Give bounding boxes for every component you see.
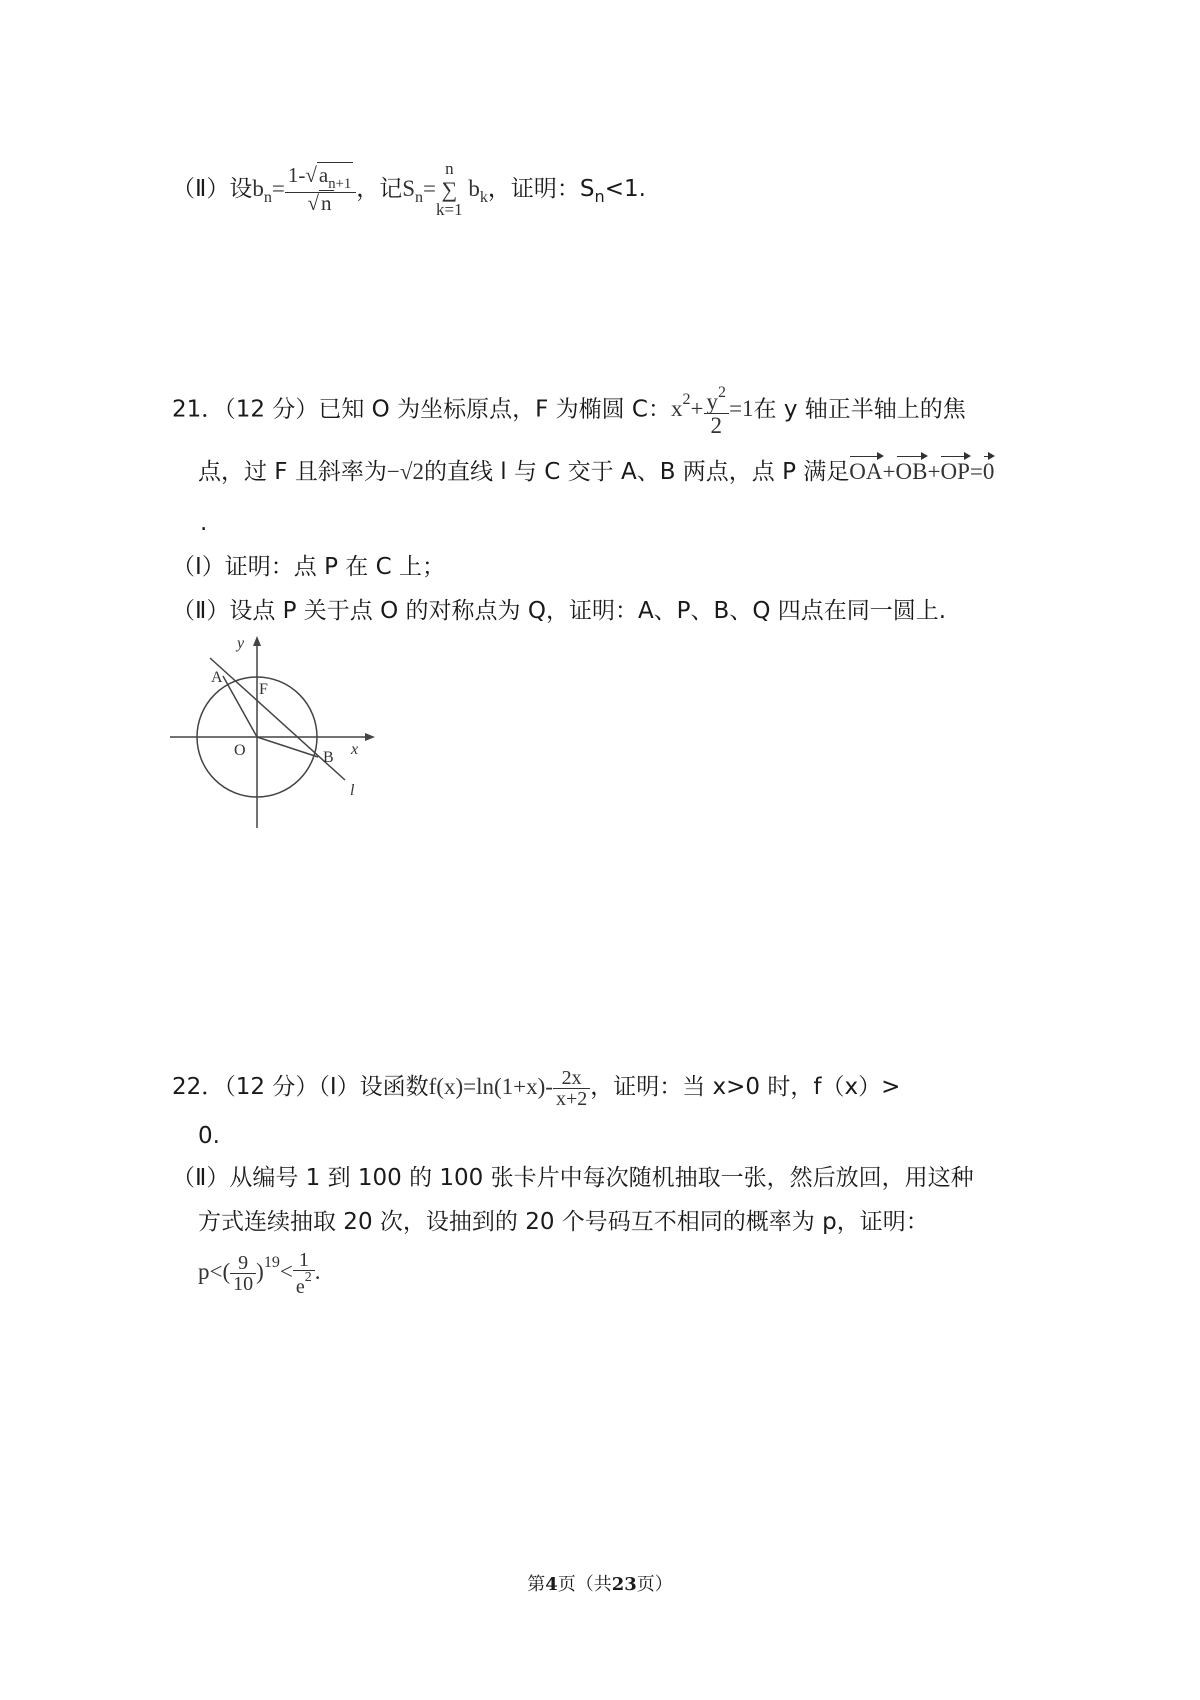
slope-value: −√2 <box>386 459 424 484</box>
q21-after: 在 y 轴正半轴上的焦 <box>753 396 966 423</box>
summation: n ∑ k=1 <box>436 159 463 219</box>
q21-number: 21．（12 分）已知 O 为坐标原点，F 为椭圆 C： <box>172 396 671 423</box>
total-pages: 23 <box>611 1574 637 1595</box>
label-y: y <box>237 635 245 652</box>
q20-part2-prefix: （Ⅱ）设 <box>172 175 253 202</box>
q21-line1 <box>172 385 966 437</box>
b-n-fraction: $\frac{1-√a_{n+1}}{√n}$ <box>285 165 356 214</box>
b-n-symbol: $b_n=$ <box>252 175 285 206</box>
q21-part1: （Ⅰ）证明：点 P 在 C 上； <box>172 554 445 580</box>
q22-number: 22．（12 分）（Ⅰ）设函数 <box>172 1073 429 1100</box>
label-f: F <box>259 681 268 698</box>
q22-part2-line2: 方式连续抽取 20 次，设抽到的 20 个号码互不相同的概率为 p，证明： <box>198 1209 929 1235</box>
function-f: f(x)=ln(1+x)- $\frac{2x}{x+2}$ <box>429 1074 591 1099</box>
ellipse-figure <box>165 630 385 835</box>
q21-dot: . <box>200 510 208 536</box>
b-k-symbol: $b_k$ <box>468 175 488 206</box>
q21-line2: 点，过 F 且斜率为−√2的直线 l 与 C 交于 A、B 两点，点 P 满足OA+OB+OP=0 <box>198 459 995 485</box>
q21-part2: （Ⅱ）设点 P 关于点 O 的对称点为 Q，证明：A、P、B、Q 四点在同一圆上. <box>172 598 947 624</box>
label-l: l <box>350 782 355 799</box>
y-axis-arrow <box>253 636 261 646</box>
page-number: 4 <box>545 1574 558 1595</box>
q22-line1 <box>172 1068 900 1109</box>
q20-part2-mid: ，记 <box>356 175 403 202</box>
q22-after: ，证明：当 x>0 时，f（x）> <box>590 1073 901 1100</box>
probability-inequality: p<( $\frac{9}{10}$ )$^{19}$< $\frac{1}{e^2}$ . <box>198 1249 321 1298</box>
ellipse-equation: $x^2+$ $\frac{y^2}{2}$ =1 <box>670 384 754 438</box>
x-axis-arrow <box>365 733 375 741</box>
q22-line2: 0. <box>198 1123 220 1149</box>
label-b: B <box>323 749 334 766</box>
q22-part2-line1: （Ⅱ）从编号 1 到 100 的 100 张卡片中每次随机抽取一张，然后放回，用这种 <box>172 1165 974 1191</box>
label-o: O <box>234 742 246 759</box>
label-a: A <box>211 669 223 686</box>
s-n-symbol: $S_n=$ <box>402 175 437 206</box>
label-x: x <box>351 741 359 758</box>
q20-part2-line: （Ⅱ）设$b_n=$ $\frac{1-√a_{n+1}}{√n}$ ，记$S_n=$ n ∑ k=1 $b_k$，证明：$S_n<1$. <box>172 159 646 219</box>
q20-part2-tail: ，证明：S <box>487 175 595 202</box>
vector-equation: OA+OB+OP=0 <box>849 459 995 484</box>
page-footer: 第4页（共23页） <box>527 1574 673 1595</box>
